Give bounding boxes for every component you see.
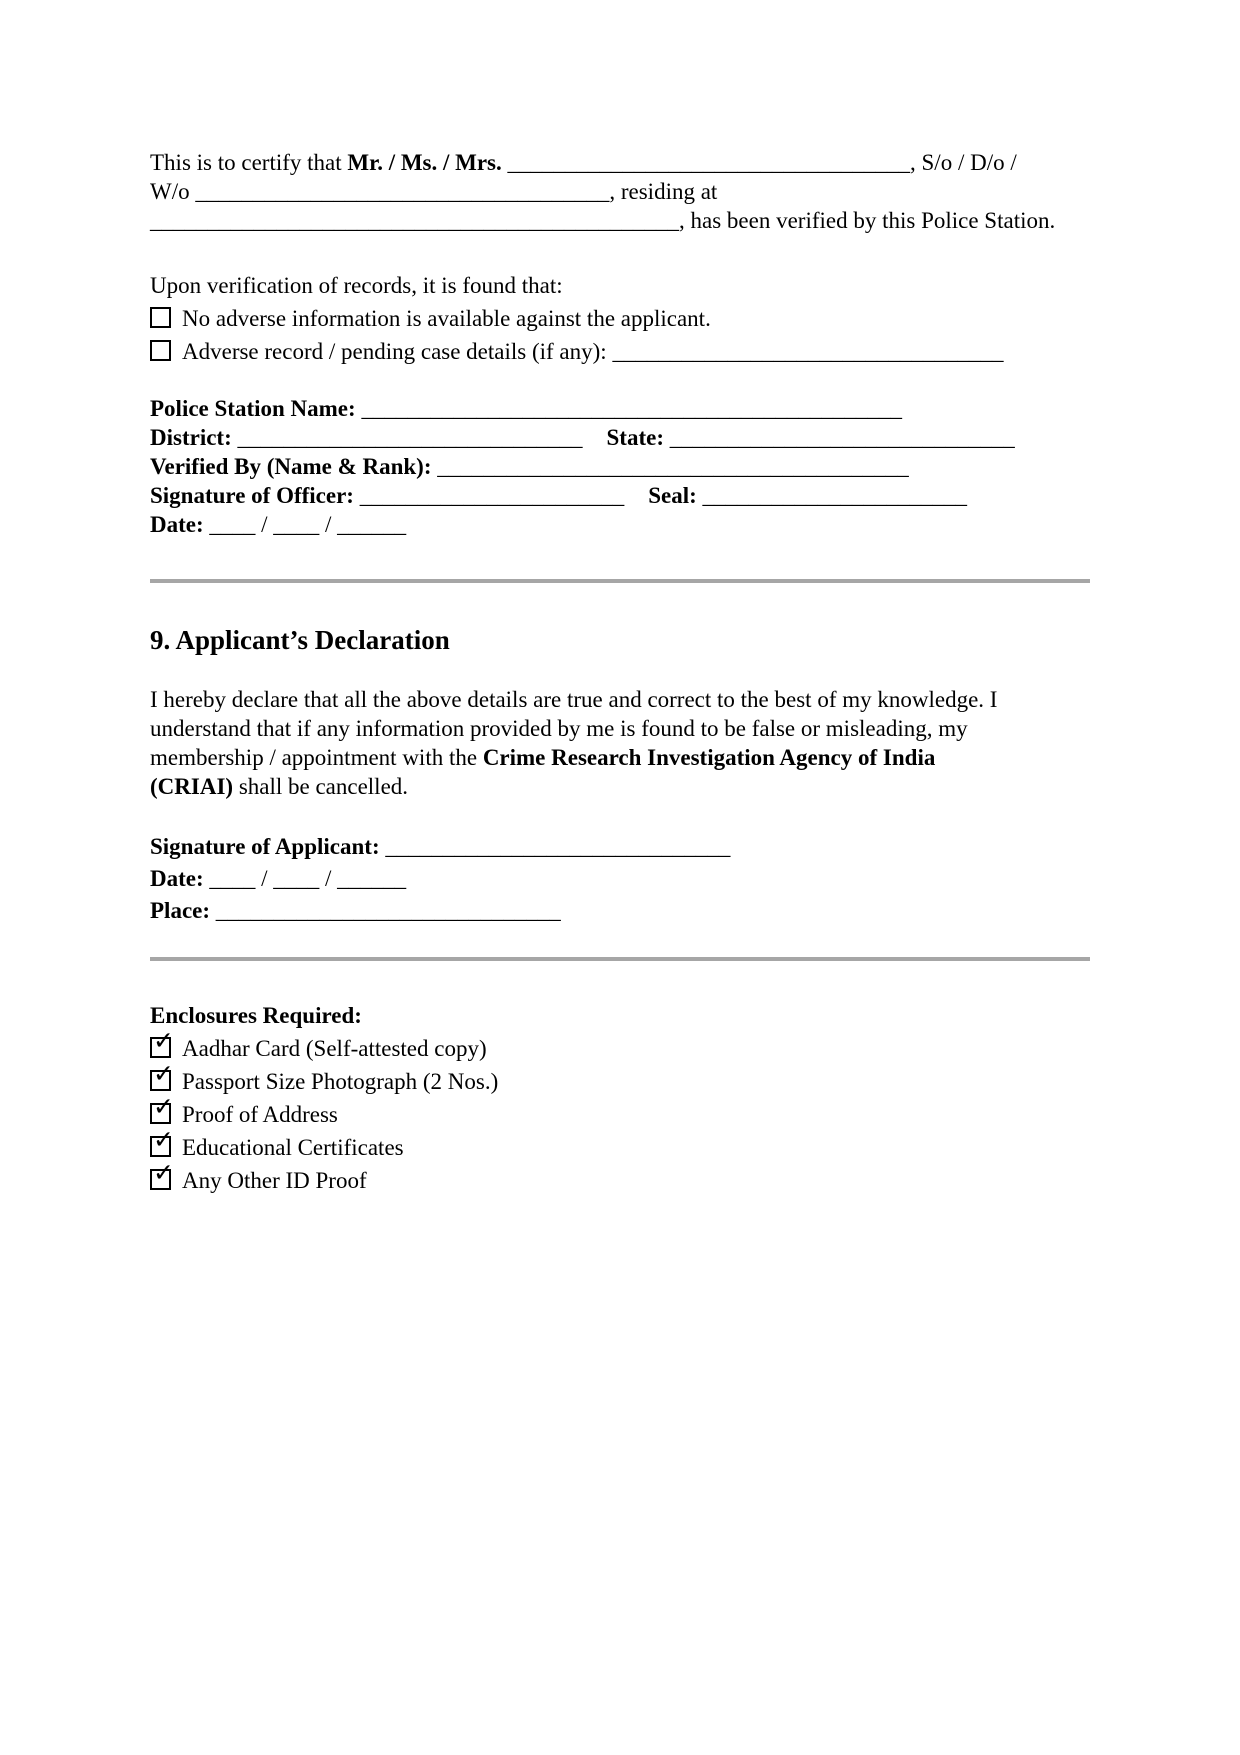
- certification-paragraph: [150, 148, 1090, 235]
- enclosure-item-label: Proof of Address: [182, 1102, 338, 1127]
- seal-blank[interactable]: _______________________: [702, 483, 968, 508]
- declaration-line4-post: shall be cancelled.: [233, 774, 409, 799]
- applicant-date-row: [150, 863, 1090, 895]
- enclosures-title: Enclosures Required:: [150, 1003, 362, 1028]
- checkmark-icon: ✓: [153, 1158, 174, 1187]
- applicant-date-label: Date:: [150, 866, 210, 891]
- organization-name-bold: Crime Research Investigation Agency of India: [482, 745, 936, 770]
- adverse-details-blank[interactable]: __________________________________: [612, 339, 1004, 364]
- declaration-paragraph: [150, 685, 1090, 801]
- applicant-place-label: Place:: [150, 898, 216, 923]
- enclosure-item-label: Any Other ID Proof: [182, 1168, 367, 1193]
- applicant-signature-label: Signature of Applicant:: [150, 834, 386, 859]
- checkbox-checked-icon[interactable]: [150, 1125, 174, 1157]
- police-station-name-row: [150, 394, 1090, 423]
- verification-option-no-adverse: [150, 304, 1090, 333]
- verification-option-label: Adverse record / pending case details (if any):: [182, 339, 613, 364]
- enclosure-item-address-proof: [150, 1092, 1090, 1129]
- enclosure-item-educational-certificates: [150, 1125, 1090, 1162]
- relation-text: , S/o / D/o /: [910, 150, 1017, 175]
- police-date-row: [150, 510, 1090, 539]
- residing-at-text: , residing at: [609, 179, 718, 204]
- enclosure-item-label: Aadhar Card (Self-attested copy): [182, 1036, 487, 1061]
- verified-by-blank[interactable]: _________________________________________: [437, 454, 909, 479]
- declaration-heading: 9. Applicant’s Declaration: [150, 625, 450, 655]
- enclosures-section: [150, 1001, 1090, 1195]
- verified-by-row: [150, 452, 1090, 481]
- police-station-name-label: Police Station Name:: [150, 396, 362, 421]
- police-station-details: [150, 394, 1090, 539]
- verification-intro: Upon verification of records, it is found that:: [150, 273, 563, 298]
- police-station-name-blank[interactable]: _______________________________________________: [361, 396, 902, 421]
- checkmark-icon: ✓: [153, 1125, 174, 1154]
- checkbox-checked-icon[interactable]: [150, 1092, 174, 1124]
- district-label: District:: [150, 425, 238, 450]
- enclosure-item-other-id-proof: [150, 1158, 1090, 1195]
- verified-by-label: Verified By (Name & Rank):: [150, 454, 438, 479]
- enclosure-item-aadhar: [150, 1026, 1090, 1063]
- officer-signature-label: Signature of Officer:: [150, 483, 360, 508]
- seal-label: Seal:: [648, 483, 703, 508]
- declaration-line2: understand that if any information provided by me is found to be false or misleading, my: [150, 716, 968, 741]
- checkbox-empty-icon[interactable]: [150, 340, 171, 361]
- section-divider: [150, 579, 1090, 583]
- applicant-date-blank[interactable]: ____ / ____ / ______: [209, 866, 407, 891]
- state-blank[interactable]: ______________________________: [669, 425, 1015, 450]
- verification-option-label: No adverse information is available against the applicant.: [182, 306, 711, 331]
- enclosure-item-label: Educational Certificates: [182, 1135, 404, 1160]
- officer-signature-blank[interactable]: _______________________: [359, 483, 625, 508]
- relation-wo-text: W/o: [150, 179, 196, 204]
- checkmark-icon: ✓: [153, 1059, 174, 1088]
- checkmark-icon: ✓: [153, 1092, 174, 1121]
- enclosure-item-label: Passport Size Photograph (2 Nos.): [182, 1069, 499, 1094]
- police-date-label: Date:: [150, 512, 210, 537]
- checkbox-checked-icon[interactable]: [150, 1026, 174, 1058]
- applicant-place-blank[interactable]: ______________________________: [215, 898, 561, 923]
- checkbox-empty-icon[interactable]: [150, 307, 171, 328]
- police-date-blank[interactable]: ____ / ____ / ______: [209, 512, 407, 537]
- applicant-signature-block: [150, 831, 1090, 927]
- officer-signature-seal-row: [150, 481, 1090, 510]
- certify-text-intro: This is to certify that: [150, 150, 348, 175]
- checkbox-checked-icon[interactable]: [150, 1059, 174, 1091]
- address-blank[interactable]: ______________________________________________: [150, 208, 679, 233]
- verification-section: [150, 271, 1090, 366]
- verification-option-adverse-record: [150, 337, 1090, 366]
- declaration-line1: I hereby declare that all the above details are true and correct to the best of my knowledge. I: [150, 687, 998, 712]
- checkmark-icon: ✓: [153, 1026, 174, 1055]
- section-divider: [150, 957, 1090, 961]
- declaration-line3-pre: membership / appointment with the: [150, 745, 483, 770]
- checkbox-checked-icon[interactable]: [150, 1158, 174, 1190]
- applicant-name-blank[interactable]: ___________________________________: [507, 150, 911, 175]
- applicant-place-row: [150, 895, 1090, 927]
- salutation-options: Mr. / Ms. / Mrs.: [347, 150, 502, 175]
- verified-by-station-text: , has been verified by this Police Station.: [679, 208, 1056, 233]
- guardian-name-blank[interactable]: ____________________________________: [195, 179, 610, 204]
- state-label: State:: [606, 425, 670, 450]
- district-blank[interactable]: ______________________________: [237, 425, 583, 450]
- organization-abbr-bold: (CRIAI): [150, 774, 234, 799]
- enclosure-item-photograph: [150, 1059, 1090, 1096]
- district-state-row: [150, 423, 1090, 452]
- applicant-signature-row: [150, 831, 1090, 863]
- applicant-signature-blank[interactable]: ______________________________: [385, 834, 731, 859]
